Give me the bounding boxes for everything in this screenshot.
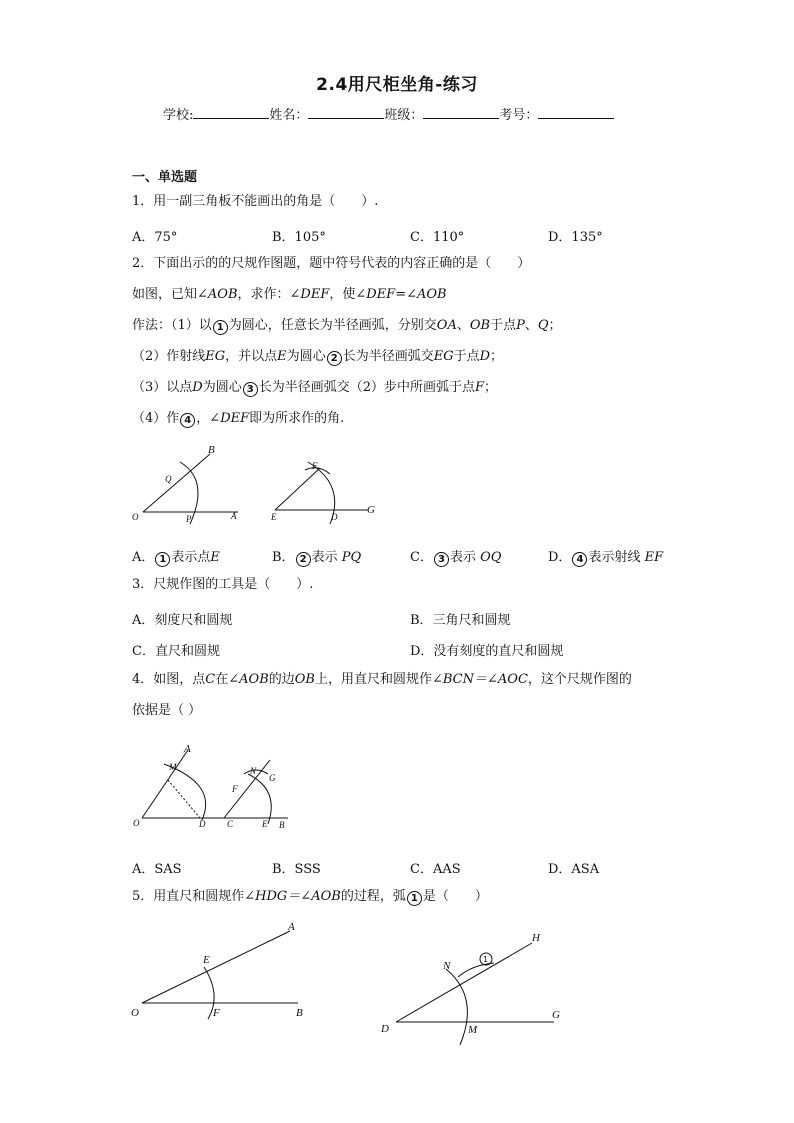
q2-step2-end: ；: [490, 349, 504, 364]
q5-stem-eq: ∠HDG＝∠AOB: [244, 889, 341, 904]
q2-choice-d: [548, 546, 663, 567]
label-f: F: [213, 1007, 220, 1019]
q1-stem: 1．用一副三角板不能画出的角是（ ）.: [132, 194, 379, 209]
label-q: Q: [165, 474, 172, 484]
q2-given-mid: ，求作：: [237, 287, 290, 302]
q5-stem-b: 的过程，弧: [340, 889, 406, 904]
q2-step4-b: ，: [196, 411, 210, 426]
arc-nm: [446, 969, 467, 1045]
q2-step3-d: D: [192, 380, 203, 395]
q2-step3-c: 长为半径画弧交（2）步中所画弧于点: [258, 380, 476, 395]
q2-step1-a: 作法：（1）以: [132, 318, 212, 333]
q2-choice-b: [272, 546, 361, 567]
q2-step1-oa: OA: [436, 318, 457, 333]
ray-oa: [142, 931, 290, 1003]
ray-dh: [396, 943, 532, 1022]
arc-1: [458, 963, 494, 977]
q2-step1-sep2: 、: [524, 318, 538, 333]
name-label: 姓名：: [269, 108, 309, 123]
q2-step4-c: 即为所求作的角.: [249, 411, 345, 426]
q2-choice-a-var: E: [210, 550, 220, 565]
q1-choice-b: B．105°: [272, 230, 326, 245]
q5-stem-c: 是（ ）: [422, 889, 488, 904]
q4-stem-angle: ∠AOB: [228, 672, 269, 687]
school-blank[interactable]: [193, 106, 269, 119]
q2-choice-b-text: 表示: [311, 550, 338, 565]
number-blank[interactable]: [538, 106, 614, 119]
q2-given-eq: ∠DEF=∠AOB: [355, 287, 447, 302]
circled-number-2: 2: [296, 552, 311, 567]
q2-step1-c: 于点: [490, 318, 517, 333]
label-m: M: [169, 762, 177, 772]
label-f: F: [232, 784, 238, 794]
ray-cn: [224, 760, 270, 818]
circled-number-4: 4: [572, 552, 587, 567]
q4-stem-line1: [132, 672, 632, 688]
q4-stem-e: 上，用直尺和圆规作: [314, 672, 432, 687]
label-b: B: [296, 1007, 303, 1019]
q2-step3-end: ；: [484, 380, 498, 395]
ray-ef: [275, 468, 320, 510]
label-f: F: [312, 461, 318, 471]
label-arc-1: 1: [483, 955, 489, 964]
q2-choice-b-var: PQ: [341, 550, 362, 565]
number-label: 考号：: [499, 108, 539, 123]
circled-number-1: 1: [407, 891, 422, 906]
q2-step1-p: P: [516, 318, 525, 333]
q2-given: [132, 287, 447, 303]
q4-stem-c: C: [205, 672, 216, 687]
label-a: A: [288, 921, 295, 933]
label-g: G: [367, 504, 375, 516]
q4-stem-b: 在: [215, 672, 229, 687]
label-c: C: [227, 819, 234, 829]
q1-choice-c: C．110°: [410, 230, 465, 245]
q4-stem-f: ，这个尺规作图的: [527, 672, 632, 687]
label-g: G: [552, 1009, 560, 1021]
q2-step3-a: （3）以点: [132, 380, 193, 395]
arc-fe: [248, 774, 271, 824]
ray-ob: [143, 454, 210, 512]
q4-stem-d: 的边: [268, 672, 295, 687]
label-d: D: [199, 819, 206, 829]
label-p: P: [186, 514, 192, 524]
q2-step3-b: 为圆心: [202, 380, 242, 395]
class-label: 班级：: [384, 108, 424, 123]
q3-choice-a: A．刻度尺和圆规: [132, 613, 233, 628]
circled-number-1: 1: [213, 320, 228, 335]
q2-step2-d: 长为半径画弧交: [342, 349, 434, 364]
q2-choice-c-var: OQ: [480, 550, 502, 565]
label-a: A: [231, 511, 237, 521]
q2-choice-c-prefix: C．: [410, 550, 433, 565]
q4-stem-a: 4．如图，点: [132, 672, 206, 687]
label-o: O: [131, 1007, 139, 1019]
q5-stem-a: 5．用直尺和圆规作: [132, 889, 245, 904]
q4-choice-d: D．ASA: [548, 862, 600, 877]
label-n: N: [443, 960, 451, 972]
q5-figure-right: [376, 925, 576, 1049]
q2-choice-c: [410, 546, 501, 567]
q4-stem-eq: ∠BCN＝∠AOC: [432, 672, 528, 687]
q3-choice-d: D．没有刻度的直尺和圆规: [410, 644, 564, 659]
q1-choice-d: D．135°: [548, 230, 603, 245]
q2-step2-eg2: EG: [433, 349, 454, 364]
q2-step2-a: （2）作射线: [132, 349, 206, 364]
label-b: B: [279, 820, 285, 830]
label-e: E: [203, 954, 210, 966]
label-o: O: [132, 512, 139, 522]
label-e: E: [271, 512, 277, 522]
school-label: 学校:: [163, 108, 194, 123]
q2-given-mid2: ，使: [329, 287, 356, 302]
q2-choice-c-text: 表示: [449, 550, 476, 565]
q2-choice-d-prefix: D．: [548, 550, 572, 565]
q2-choice-d-text: 表示射线: [588, 550, 641, 565]
label-d: D: [381, 1023, 389, 1035]
q2-step2-e2: 于点: [453, 349, 480, 364]
section-title: 一、单选题: [132, 170, 198, 185]
q2-choice-a-text: 表示点: [171, 550, 211, 565]
student-info-line: [163, 104, 614, 123]
q2-choice-d-var: EF: [644, 550, 664, 565]
label-h: H: [532, 932, 540, 944]
q2-step4-a: （4）作: [132, 411, 180, 426]
q2-step2: [132, 349, 503, 366]
class-blank[interactable]: [423, 106, 499, 119]
label-g: G: [269, 773, 276, 783]
q2-choice-a: [132, 546, 220, 567]
q2-step2-b: ，并以点: [225, 349, 278, 364]
label-m: M: [468, 1024, 478, 1036]
label-o: O: [133, 818, 140, 828]
q5-figure-left: [126, 915, 326, 1027]
q2-figure: [128, 440, 388, 532]
q2-step1-end: ；: [548, 318, 562, 333]
q2-given-prefix: 如图，已知: [132, 287, 198, 302]
q3-choice-c: C．直尺和圆规: [132, 644, 220, 659]
ray-oa: [142, 750, 188, 818]
q5-stem: [132, 889, 488, 906]
q3-stem: 3．尺规作图的工具是（ ）.: [132, 577, 314, 592]
q2-given-target: ∠DEF: [289, 287, 330, 302]
q2-step2-e: E: [277, 349, 287, 364]
q4-choice-c: C．AAS: [410, 862, 461, 877]
q2-step1-b: 为圆心，任意长为半径画弧，分别交: [228, 318, 437, 333]
q2-step3-f: F: [475, 380, 485, 395]
q4-figure: [128, 740, 298, 836]
q1-choice-a: A．75°: [132, 230, 178, 245]
circled-number-1: 1: [155, 552, 170, 567]
label-e: E: [262, 819, 268, 829]
circled-number-4: 4: [180, 413, 195, 428]
q2-step4: [132, 411, 344, 428]
q2-step1-q: Q: [537, 318, 549, 333]
circled-number-3: 3: [243, 382, 258, 397]
q4-stem-line2: 依据是（ ）: [132, 703, 202, 718]
name-blank[interactable]: [308, 106, 384, 119]
circled-number-2: 2: [327, 351, 342, 366]
q2-step2-c: 为圆心: [286, 349, 326, 364]
q2-step1-sep: 、: [456, 318, 470, 333]
q2-step1: [132, 318, 562, 335]
q4-choice-a: A．SAS: [132, 862, 182, 877]
circled-number-3: 3: [434, 552, 449, 567]
q2-step2-eg: EG: [205, 349, 226, 364]
label-a: A: [184, 743, 191, 755]
q2-step4-angle: ∠DEF: [209, 411, 250, 426]
q2-choice-a-prefix: A．: [132, 550, 155, 565]
label-b: B: [208, 444, 215, 456]
q2-step3: [132, 380, 497, 397]
label-d: D: [331, 512, 338, 522]
q2-given-angle: ∠AOB: [197, 287, 238, 302]
page-title: 2.4用尺柜坐角-练习: [316, 75, 478, 95]
q2-choice-b-prefix: B．: [272, 550, 295, 565]
q2-step2-dpt: D: [479, 349, 491, 364]
q2-stem: 2．下面出示的的尺规作图题，题中符号代表的内容正确的是（ ）: [132, 256, 531, 271]
arc-md: [164, 764, 206, 820]
label-n: N: [250, 766, 257, 776]
q4-choice-b: B．SSS: [272, 862, 321, 877]
q2-step1-ob: OB: [469, 318, 491, 333]
q4-stem-ob: OB: [294, 672, 315, 687]
segment-md: [168, 780, 200, 818]
q3-choice-b: B．三角尺和圆规: [410, 613, 511, 628]
